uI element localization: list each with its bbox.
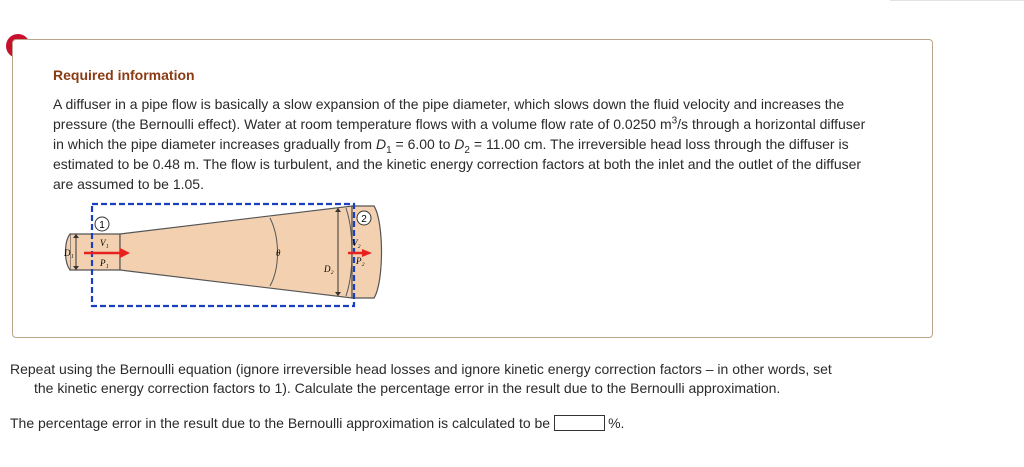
station-2-label: 2 — [361, 214, 367, 225]
percentage-error-input[interactable] — [554, 415, 605, 431]
d1-label: D₁ — [64, 248, 74, 258]
p1-label: P₁ — [100, 258, 109, 268]
flow-unit: /s — [677, 116, 689, 132]
statement-part-2: through a horizontal diffuser in which the pipe diameter increases gradually from — [53, 116, 866, 152]
theta-label: θ — [276, 248, 281, 258]
v2-label: V₂ — [352, 238, 361, 248]
question-line-1: Repeat using the Bernoulli equation (ignore irreversible head losses and ignore kinetic energy correction factors – in other words, set — [10, 361, 832, 377]
question-text — [10, 360, 950, 398]
answer-row — [10, 413, 624, 433]
v1-label: V₁ — [100, 238, 109, 248]
diffuser-diagram — [52, 158, 392, 310]
d2-subscript: 2 — [464, 144, 470, 156]
statement-part-3: = 6.00 to — [391, 136, 455, 152]
d2-symbol: D — [454, 136, 465, 152]
d1-symbol: D — [375, 136, 387, 152]
d1-subscript: 1 — [386, 144, 392, 156]
answer-unit: %. — [608, 415, 625, 431]
statement-part-1: A diffuser in a pipe flow is basically a slow expansion of the pipe diameter, which slows down the fluid velocity and increases the pressure (the Bernoulli effect). Water at room temperature flows with a volume flow rate of 0.0250 m — [53, 96, 845, 132]
top-divider — [890, 0, 1024, 1]
d2-label: D₂ — [324, 264, 334, 274]
cubic-exponent: 3 — [671, 115, 678, 127]
station-1-label: 1 — [99, 220, 105, 231]
info-title: Required information — [53, 67, 195, 83]
statement-part-4: = 11.00 cm. The irreversible head loss through the diffuser is estimated to be 0.48 m. The flow is turbulent, and the kinetic energy correction factors at both the inlet and the outlet of the diffuser are assumed to be 1.05. — [53, 136, 862, 192]
p2-label: P₂ — [356, 256, 365, 266]
question-line-2: the kinetic energy correction factors to 1). Calculate the percentage error in the result due to the Bernoulli approximation. — [34, 380, 781, 396]
answer-prompt: The percentage error in the result due to the Bernoulli approximation is calculated to be — [10, 415, 551, 431]
diffuser-cone — [120, 206, 352, 298]
